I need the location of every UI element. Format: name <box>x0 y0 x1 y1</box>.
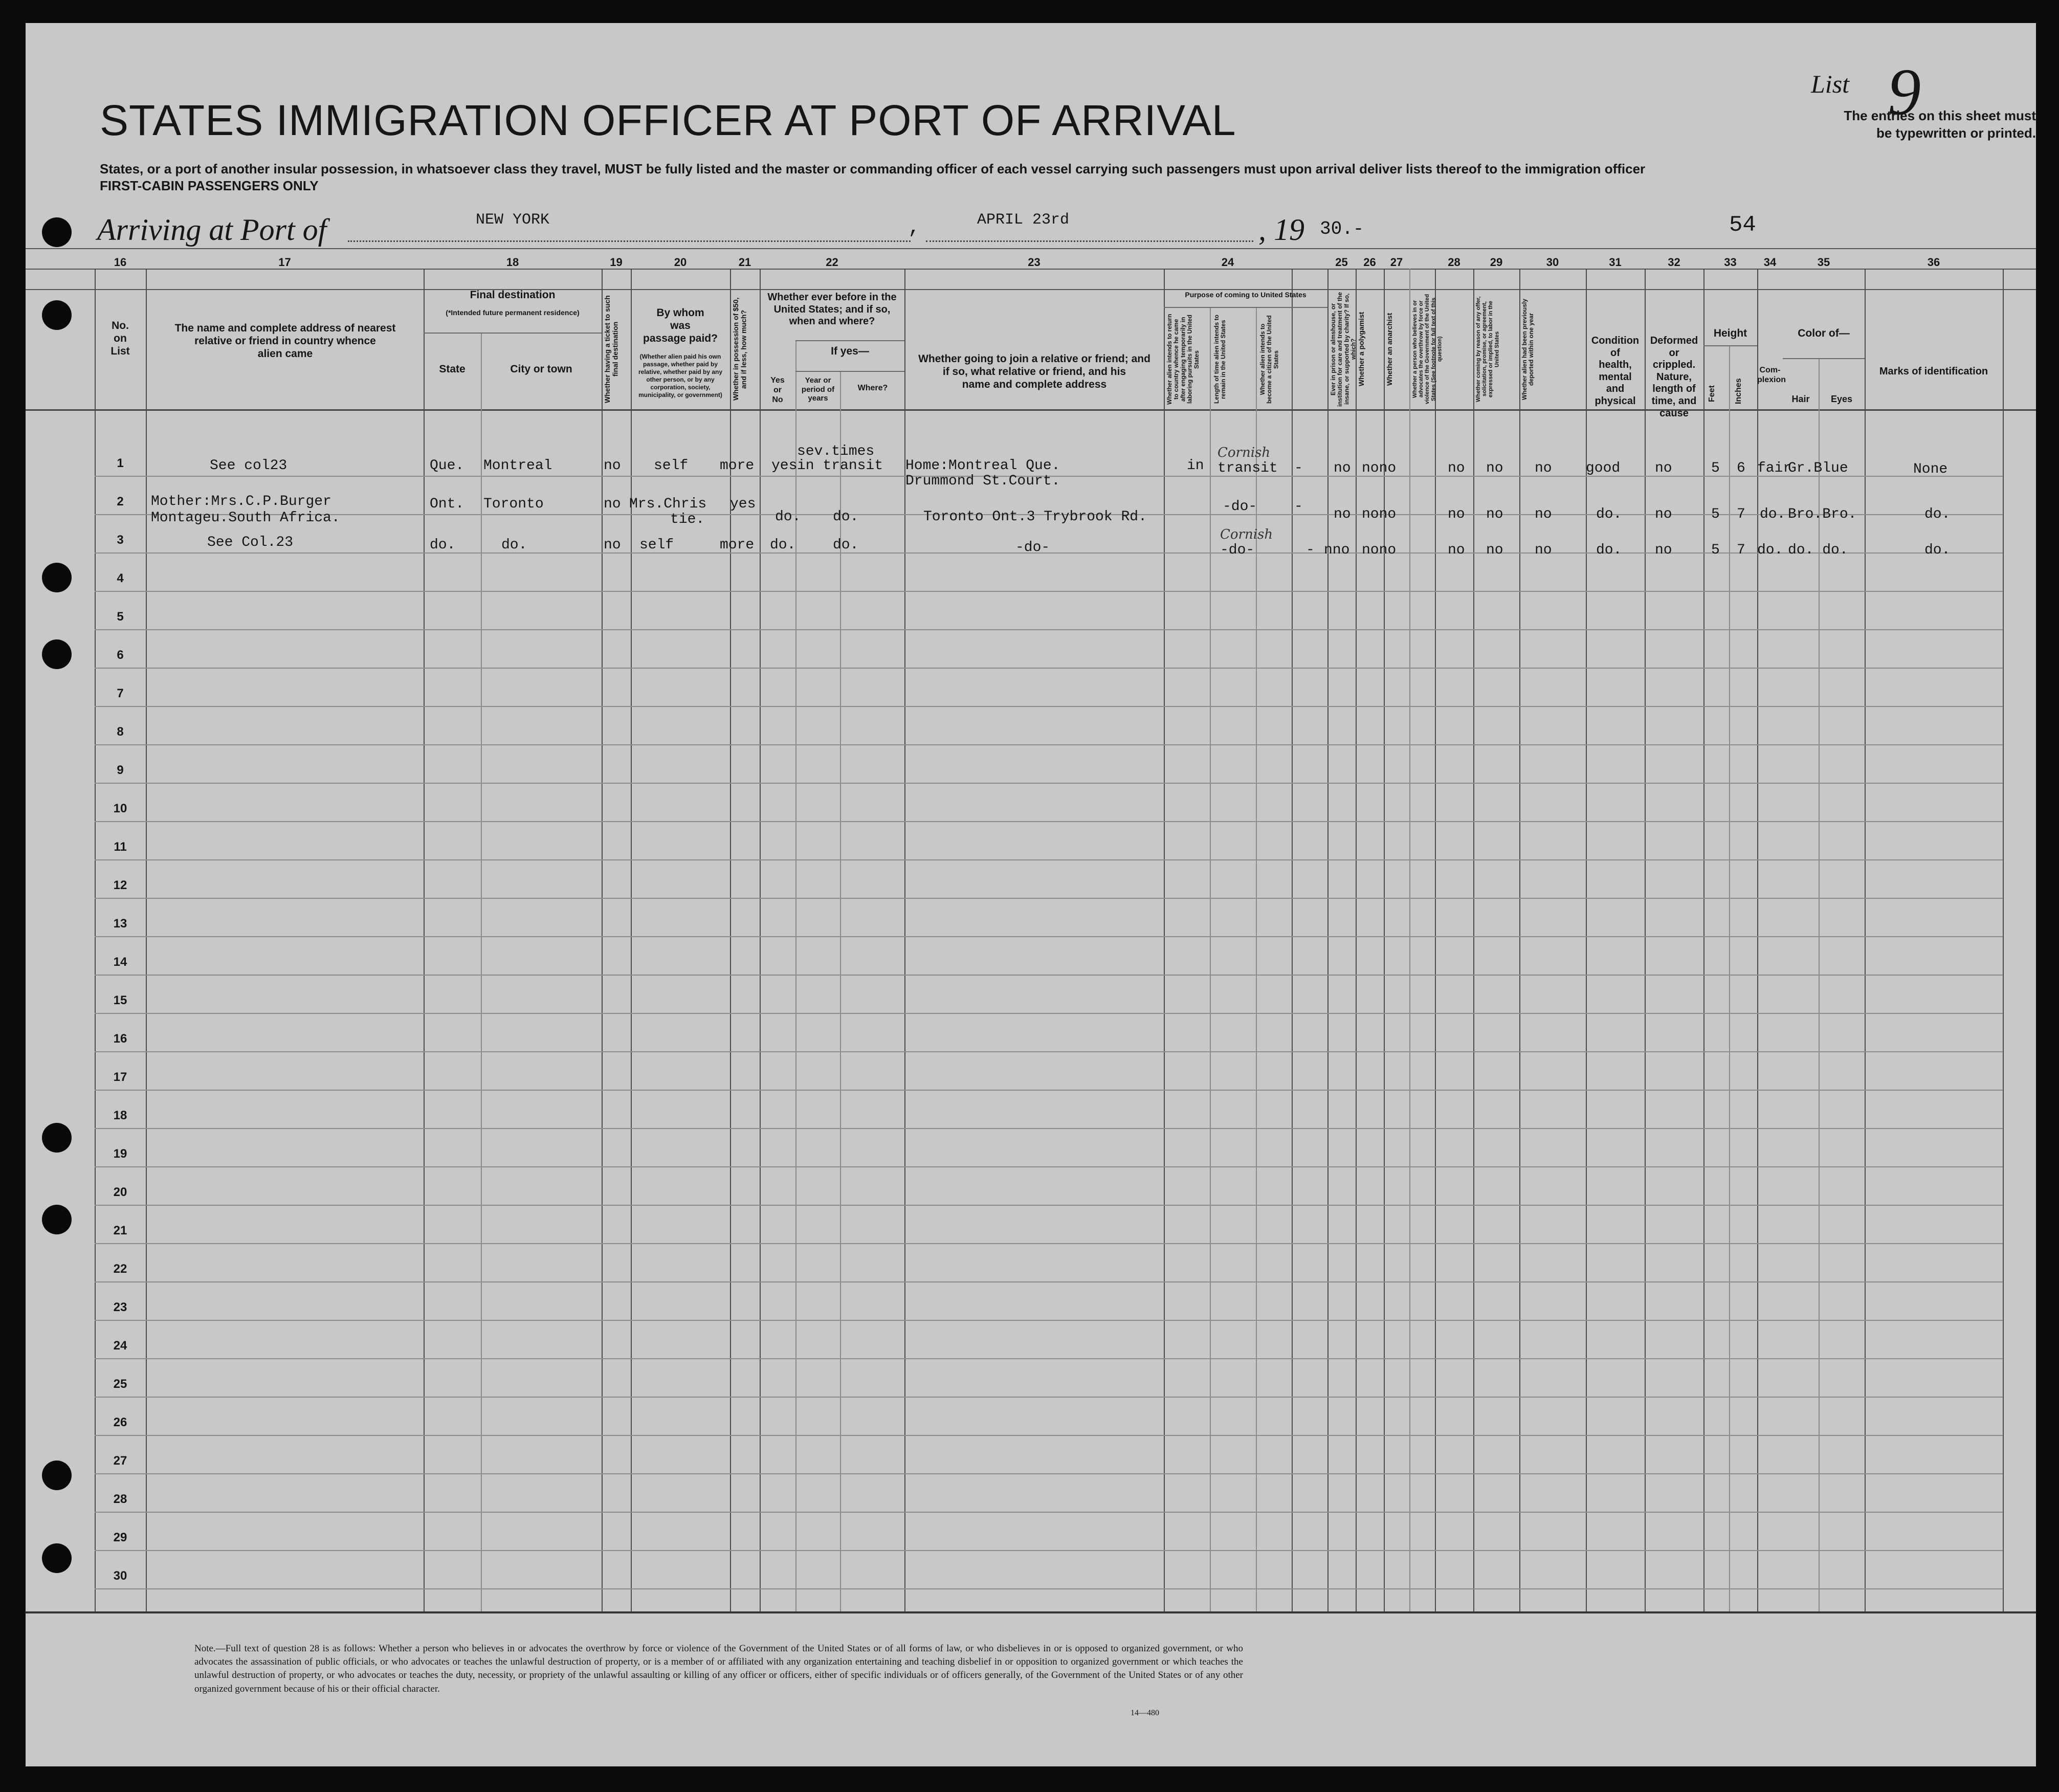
row-number: 29 <box>113 1531 127 1544</box>
arrival-year: 30.- <box>1320 218 1364 239</box>
cell-state: do. <box>430 537 456 553</box>
row-rule <box>95 859 2003 860</box>
cell-inches: 7 <box>1737 506 1745 522</box>
cell-marks: None <box>1913 461 1948 477</box>
cell-deformed: no <box>1655 460 1672 476</box>
cell-citizen: - <box>1294 460 1303 476</box>
punch-hole <box>42 1205 72 1234</box>
cell-feet: 5 <box>1711 542 1720 558</box>
arrival-port: NEW YORK <box>476 211 550 229</box>
cell-citizen: - <box>1306 542 1315 558</box>
cell-remain-hand: Cornish <box>1217 445 1271 460</box>
row-number: 27 <box>113 1454 127 1468</box>
heading-where: Where? <box>857 384 888 392</box>
punch-hole <box>42 217 72 247</box>
row-rule <box>95 706 2003 707</box>
cell-state: Que. <box>430 458 464 474</box>
cell-return: in <box>1187 458 1204 474</box>
row-number: 2 <box>117 495 124 508</box>
cell-remain-hand: Cornish <box>1220 527 1273 542</box>
col-number-24: 24 <box>1221 256 1234 269</box>
cell-money: more <box>720 537 755 553</box>
row-rule <box>95 1166 2003 1167</box>
cell-q29: no <box>1486 542 1503 558</box>
heading-complexion: Com- plexion <box>1757 366 1786 384</box>
cell-period: sev.times <box>797 444 875 459</box>
row-rule <box>95 1550 2003 1551</box>
heading-final-destination-note: (*Intended future permanent residence) <box>446 308 580 317</box>
row-number: 4 <box>117 571 124 585</box>
row-rule <box>95 629 2003 630</box>
col-number-23: 23 <box>1028 256 1040 269</box>
cell-feet: 5 <box>1711 506 1720 522</box>
heading-marks: Marks of identification <box>1879 366 1988 377</box>
heading-nearest-relative: The name and complete address of nearest relative or friend in country whence alien came <box>174 322 396 360</box>
cell-q28: no <box>1448 506 1465 522</box>
cell-where: do. <box>833 537 859 553</box>
col-number-20: 20 <box>674 256 687 269</box>
row-rule <box>95 1358 2003 1359</box>
heading-deformed: Deformed or crippled. Nature, length of time, and cause <box>1650 335 1698 419</box>
cell-inches: 6 <box>1737 460 1745 476</box>
cell-remain: transit <box>1217 460 1278 476</box>
row-number: 15 <box>113 993 127 1007</box>
heading-citizen: Whether alien intends to become a citizen of the United States <box>1259 315 1280 404</box>
heading-period: Year or period of years <box>801 376 835 403</box>
row-rule <box>95 1013 2003 1014</box>
cell-q30: no <box>1535 506 1552 522</box>
punch-hole <box>42 639 72 669</box>
cell-health: do. <box>1596 542 1622 558</box>
row-number: 20 <box>113 1185 127 1199</box>
heading-yes-no: Yes or No <box>770 376 785 404</box>
cell-citizen: - <box>1294 499 1303 515</box>
row-number: 21 <box>113 1224 127 1237</box>
col-number-36: 36 <box>1927 256 1940 269</box>
heading-final-destination: Final destination <box>470 289 556 301</box>
arrival-year-prefix: , 19 <box>1258 213 1304 247</box>
cell-passage: self <box>654 458 689 474</box>
heading-ticket: Whether having a ticket to such final destination <box>603 295 619 403</box>
cell-prison: no <box>1334 460 1351 476</box>
row-rule <box>95 821 2003 822</box>
row-rule <box>95 936 2003 937</box>
row-rule <box>95 1243 2003 1244</box>
row-number: 16 <box>113 1032 127 1046</box>
row-number: 1 <box>117 456 124 470</box>
heading-before-in-us: Whether ever before in the United States; and if so, when and where? <box>767 292 897 327</box>
heading-feet: Feet <box>1708 385 1716 403</box>
col-number-18: 18 <box>506 256 519 269</box>
cell-ticket: no <box>604 458 621 474</box>
typewritten-notice: The entries on this sheet must be typewritten or printed. <box>1844 108 2036 141</box>
cell-relative: See col23 <box>210 458 287 474</box>
row-rule <box>95 1512 2003 1513</box>
col-number-30: 30 <box>1546 256 1559 269</box>
heading-offer-labor: Whether coming by reason of any offer, solicitation, promise, or agreement, expressed or implied, to labor in the United States <box>1475 296 1500 402</box>
cell-relative: Mother:Mrs.C.P.Burger <box>151 494 331 510</box>
heading-polygamist: Whether a polygamist <box>1357 312 1365 387</box>
heading-passage-paid: By whom was passage paid? <box>643 307 718 344</box>
cell-join: -do- <box>1015 540 1050 556</box>
cell-polygamist: nono <box>1362 542 1397 558</box>
heading-hair: Hair <box>1791 394 1810 404</box>
row-rule <box>95 1435 2003 1436</box>
cell-ticket: no <box>604 537 621 553</box>
arrival-date: APRIL 23rd <box>977 211 1070 229</box>
row-number: 18 <box>113 1109 127 1122</box>
cell-passage-2: tie. <box>670 512 705 527</box>
cell-complexion: do. <box>1757 542 1783 558</box>
cell-join: Toronto Ont.3 Trybrook Rd. <box>923 509 1147 525</box>
heading-passage-note: (Whether alien paid his own passage, whether paid by relative, whether paid by any other person, or by any corporation, society, municipality, or government) <box>638 353 723 399</box>
cell-money: more <box>720 458 755 474</box>
cell-where: do. <box>833 509 859 525</box>
heading-eyes: Eyes <box>1830 394 1853 404</box>
row-rule <box>95 744 2003 745</box>
heading-deported: Whether alien had been previously deported within one year <box>1521 298 1535 400</box>
cell-before: do. <box>775 509 801 525</box>
heading-inches: Inches <box>1734 378 1743 405</box>
cell-before: yes <box>771 458 798 474</box>
heading-state: State <box>439 363 466 375</box>
row-number: 17 <box>113 1070 127 1084</box>
cell-health: good <box>1586 460 1621 476</box>
header-subtitle: FIRST-CABIN PASSENGERS ONLY <box>100 178 319 193</box>
comma: , <box>908 216 921 239</box>
punch-hole <box>42 1461 72 1490</box>
cell-marks: do. <box>1924 506 1951 522</box>
cell-money: yes <box>730 496 756 512</box>
punch-hole <box>42 563 72 592</box>
cell-q28: no <box>1448 460 1465 476</box>
manifest-sheet <box>26 23 2036 1766</box>
row-number: 6 <box>117 648 124 662</box>
cell-inches: 7 <box>1737 542 1745 558</box>
heading-no-on-list: No. on List <box>110 320 130 357</box>
col-number-28: 28 <box>1448 256 1460 269</box>
heading-city: City or town <box>510 363 572 375</box>
row-number: 24 <box>113 1339 127 1353</box>
cell-q29: no <box>1486 506 1503 522</box>
list-number: 9 <box>1888 55 1921 129</box>
cell-feet: 5 <box>1711 460 1720 476</box>
row-number: 14 <box>113 955 127 969</box>
cell-relative-2: Montageu.South Africa. <box>151 510 340 526</box>
row-number: 25 <box>113 1377 127 1391</box>
header-instruction: States, or a port of another insular possession, in whatsoever class they travel, MUST be fully listed and the master or commanding officer of each vessel carrying such passengers must upon arrival deliver lists thereof to the immigration officer <box>100 161 1646 176</box>
cell-q28: no <box>1448 542 1465 558</box>
row-number: 12 <box>113 878 127 892</box>
col-number-16: 16 <box>114 256 127 269</box>
row-rule <box>95 1205 2003 1206</box>
row-rule <box>95 898 2003 899</box>
cell-join: Home:Montreal Que. <box>905 458 1060 474</box>
cell-deformed: no <box>1655 542 1672 558</box>
list-label: List <box>1811 70 1850 98</box>
row-rule <box>95 783 2003 784</box>
cell-deformed: no <box>1655 506 1672 522</box>
heading-purpose: Purpose of coming to United States <box>1185 291 1307 299</box>
heading-overthrow: Whether a person who believes in or advocates the overthrow by force or violence of the Government of the United States (See footnote for full text of this question) <box>1412 294 1443 405</box>
col-number-25: 25 <box>1335 256 1348 269</box>
row-number: 13 <box>113 917 127 931</box>
cell-polygamist: nono <box>1362 506 1397 522</box>
heading-anarchist: Whether an anarchist <box>1385 313 1393 386</box>
row-rule <box>95 1320 2003 1321</box>
row-number: 10 <box>113 802 127 815</box>
col-number-27: 27 <box>1390 256 1403 269</box>
cell-relative: See Col.23 <box>207 535 294 550</box>
cell-prison: no <box>1334 506 1351 522</box>
cell-q29: no <box>1486 460 1503 476</box>
cell-passage: Mrs.Chris <box>629 496 707 512</box>
row-rule <box>95 1473 2003 1474</box>
col-number-35: 35 <box>1817 256 1830 269</box>
row-number: 9 <box>117 763 124 777</box>
heading-fifty-dollars: Whether in possession of $50, and if less, how much? <box>732 297 748 401</box>
row-number: 22 <box>113 1262 127 1276</box>
cell-q30: no <box>1535 460 1552 476</box>
col-number-26: 26 <box>1363 256 1376 269</box>
cell-health: do. <box>1596 506 1622 522</box>
row-rule <box>95 591 2003 592</box>
heading-join-relative: Whether going to join a relative or friend; and if so, what relative or friend, and his name and complete address <box>918 353 1150 390</box>
heading-prison: Ever in prison or almshouse, or institution for care and treatment of the insane, or supported by charity? If so, which? <box>1330 292 1357 407</box>
row-number: 3 <box>117 533 124 547</box>
cell-remain: -do- <box>1223 499 1257 515</box>
form-number: 14—480 <box>1131 1709 1159 1717</box>
row-rule <box>95 1128 2003 1129</box>
col-number-32: 32 <box>1668 256 1680 269</box>
cell-marks: do. <box>1924 542 1951 558</box>
row-number: 11 <box>114 840 127 854</box>
col-number-34: 34 <box>1763 256 1777 269</box>
heading-country-return: Whether alien intends to return to country whence he came after engaging temporarily in laboring pursuits in the United States <box>1166 314 1200 405</box>
col-number-29: 29 <box>1490 256 1503 269</box>
cell-join-2: Drummond St.Court. <box>905 473 1060 489</box>
row-rule <box>95 1397 2003 1398</box>
col-number-17: 17 <box>278 256 291 269</box>
arrival-label: Arriving at Port of <box>97 213 327 247</box>
col-number-31: 31 <box>1609 256 1622 269</box>
col-number-19: 19 <box>610 256 623 269</box>
punch-hole <box>42 1123 72 1153</box>
cell-ticket: no <box>604 496 621 512</box>
row-rule <box>95 668 2003 669</box>
cell-hair-eyes: do. do. <box>1788 542 1848 558</box>
row-number: 23 <box>113 1300 127 1314</box>
heading-length-remain: Length of time alien intends to remain in the United States <box>1213 315 1227 404</box>
cell-before: do. <box>770 537 796 553</box>
row-rule <box>95 1281 2003 1282</box>
col-number-33: 33 <box>1724 256 1737 269</box>
heading-color-of: Color of— <box>1798 327 1850 339</box>
cell-passage: self <box>639 537 674 553</box>
row-rule <box>95 1051 2003 1052</box>
page-number: 54 <box>1729 212 1756 238</box>
row-number: 7 <box>117 687 124 700</box>
cell-where: in transit <box>797 458 883 474</box>
row-number: 30 <box>113 1569 127 1583</box>
cell-state: Ont. <box>430 496 464 512</box>
heading-if-yes: If yes— <box>831 345 869 357</box>
cell-q30: no <box>1535 542 1552 558</box>
row-number: 8 <box>117 725 124 739</box>
heading-height: Height <box>1713 327 1747 339</box>
cell-complexion: fair <box>1757 460 1792 476</box>
row-rule <box>95 975 2003 976</box>
cell-city: Toronto <box>483 496 544 512</box>
row-number: 19 <box>113 1147 127 1161</box>
punch-hole <box>42 300 72 330</box>
cell-remain: -do- <box>1220 542 1255 558</box>
col-number-21: 21 <box>738 256 751 269</box>
footnote: Note.—Full text of question 28 is as follows: Whether a person who believes in or advocates the overthrow by force or violence of the Government of the United States or of all forms of law, or who disbelieves in or is opposed to organized government, or who advocates the assassination of public officials, or who advocates or teaches the unlawful destruction of property, or is a member of or affiliated with any organization entertaining and teaching disbelief in or opposition to organized government or which teaches the unlawful destruction of property, or who advocates or teaches the duty, necessity, or propriety of the unlawful assaulting or killing of any officer or officers, either of specific individuals or of officers generally, of the Government of the United States or of any other organized government because of his or their official character. <box>194 1643 1243 1694</box>
cell-prison: nno <box>1324 542 1350 558</box>
page-title: STATES IMMIGRATION OFFICER AT PORT OF ARRIVAL <box>100 96 1236 144</box>
cell-hair-eyes: Bro.Bro. <box>1788 506 1857 522</box>
row-number: 28 <box>113 1492 127 1506</box>
row-number: 26 <box>113 1415 127 1429</box>
cell-hair-eyes: Gr.Blue <box>1788 460 1848 476</box>
col-number-22: 22 <box>826 256 838 269</box>
cell-complexion: do. <box>1760 506 1786 522</box>
row-number: 5 <box>117 610 124 624</box>
row-rule <box>95 1090 2003 1091</box>
cell-city: Montreal <box>483 458 552 474</box>
row-rule <box>95 1588 2003 1589</box>
heading-condition: Condition of health, mental and physical <box>1591 335 1640 407</box>
cell-polygamist: nono <box>1362 460 1397 476</box>
cell-city: do. <box>501 537 527 553</box>
punch-hole <box>42 1543 72 1573</box>
